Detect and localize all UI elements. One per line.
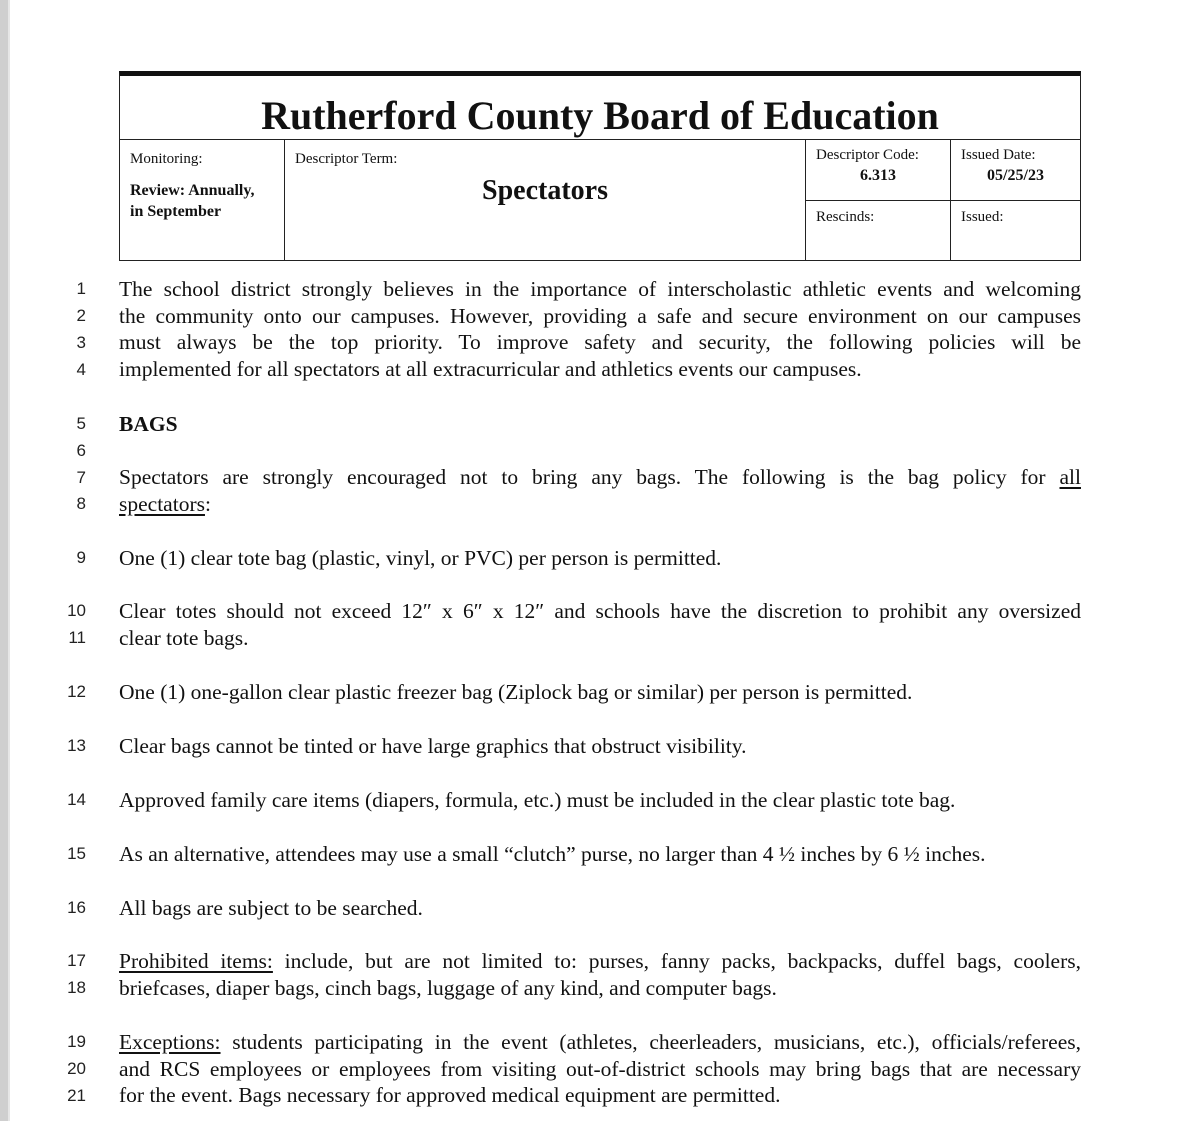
descriptor-code-cell — [806, 139, 951, 201]
policy-line-1 — [119, 464, 1081, 491]
line-number: 5 — [76, 414, 86, 433]
prohibited-line-1 — [119, 948, 1081, 975]
descriptor-term-value: Spectators — [482, 175, 608, 206]
intro-line: must always be the top priority. To improve safety and security, the following policies will be — [119, 330, 1081, 355]
line-number: 7 — [76, 468, 86, 487]
monitoring-label: Monitoring: — [130, 151, 203, 167]
policy-emphasis-all: all — [1059, 465, 1081, 489]
item-clear-tote: One (1) clear tote bag (plastic, vinyl, or PVC) per person is permitted. — [119, 546, 722, 570]
item-tote-size-line-2: clear tote bags. — [119, 625, 249, 650]
rescinds-cell — [806, 201, 951, 261]
policy-line-2 — [119, 491, 1081, 518]
issued-date-cell — [951, 139, 1080, 201]
exceptions-line-1 — [119, 1029, 1081, 1056]
line-number: 19 — [67, 1032, 86, 1051]
issued-cell — [951, 201, 1080, 261]
item-clutch: As an alternative, attendees may use a small “clutch” purse, no larger than 4 ½ inches by 6 ½ inches. — [119, 842, 986, 866]
exceptions-line-3: for the event. Bags necessary for approved medical equipment are permitted. — [119, 1083, 781, 1108]
prohibited-items — [119, 948, 1081, 1001]
line-number: 3 — [76, 333, 86, 352]
review-schedule — [130, 180, 274, 222]
policy-text: Spectators are strongly encouraged not to bring any bags. The following is the bag policy for — [119, 465, 1046, 489]
line-number: 9 — [76, 548, 86, 567]
page-edge-shadow — [0, 0, 8, 1121]
item-family-care: Approved family care items (diapers, formula, etc.) must be included in the clear plastic tote bag. — [119, 788, 956, 812]
bag-policy-statement — [119, 464, 1081, 517]
line-number: 13 — [67, 736, 86, 755]
bags-heading: BAGS — [119, 412, 178, 436]
prohibited-line-2: briefcases, diaper bags, cinch bags, luggage of any kind, and computer bags. — [119, 975, 777, 1000]
descriptor-code-label: Descriptor Code: — [816, 147, 919, 163]
intro-paragraph — [119, 276, 1081, 383]
intro-line: implemented for all spectators at all extracurricular and athletics events our campuses. — [119, 357, 862, 382]
review-line-1: Review: Annually, — [130, 182, 255, 199]
descriptor-term-label: Descriptor Term: — [295, 151, 398, 167]
org-title: Rutherford County Board of Education — [120, 76, 1080, 140]
item-search: All bags are subject to be searched. — [119, 896, 423, 920]
line-number: 14 — [67, 790, 86, 809]
line-number: 6 — [76, 441, 86, 460]
prohibited-text: include, but are not limited to: purses, fanny packs, backpacks, duffel bags, coolers, — [272, 949, 1081, 973]
intro-line: The school district strongly believes in the importance of interscholastic athletic events and welcoming — [119, 277, 1081, 301]
policy-header-table — [119, 71, 1081, 261]
line-number: 11 — [68, 628, 86, 647]
line-number: 15 — [67, 844, 86, 863]
line-number: 17 — [67, 951, 86, 970]
monitoring-cell — [120, 139, 285, 261]
page-edge-highlight — [8, 0, 10, 1121]
line-number: 8 — [76, 494, 86, 513]
item-tote-size — [119, 598, 1081, 651]
policy-colon: : — [204, 491, 211, 516]
line-number: 2 — [76, 306, 86, 325]
exceptions-line-2: and RCS employees or employees from visiting out-of-district schools may bring bags that are necessary — [119, 1056, 1081, 1081]
exceptions-text: students participating in the event (athletes, cheerleaders, musicians, etc.), officials/referees, — [220, 1030, 1081, 1054]
issued-label: Issued: — [961, 209, 1004, 225]
line-number: 18 — [67, 978, 86, 997]
line-number: 20 — [67, 1059, 86, 1078]
review-line-2: in September — [130, 203, 222, 220]
descriptor-term-cell — [285, 139, 806, 261]
line-number: 4 — [76, 360, 86, 379]
issued-date-label: Issued Date: — [961, 147, 1036, 163]
item-tote-size-line-1: Clear totes should not exceed 12″ x 6″ x 12″ and schools have the discretion to prohibit any oversized — [119, 599, 1081, 623]
issued-date-value: 05/25/23 — [987, 167, 1044, 184]
item-tint: Clear bags cannot be tinted or have large graphics that obstruct visibility. — [119, 734, 747, 758]
rescinds-label: Rescinds: — [816, 209, 875, 225]
descriptor-code-value: 6.313 — [860, 167, 896, 184]
item-freezer-bag: One (1) one-gallon clear plastic freezer bag (Ziplock bag or similar) per person is permitted. — [119, 680, 913, 704]
line-number: 12 — [67, 682, 86, 701]
line-number: 10 — [67, 601, 86, 620]
policy-emphasis-spectators: spectators — [119, 491, 205, 516]
prohibited-label: Prohibited items: — [119, 949, 273, 973]
line-number: 16 — [67, 898, 86, 917]
exceptions — [119, 1029, 1081, 1109]
line-number: 21 — [67, 1086, 86, 1105]
line-number: 1 — [76, 279, 86, 298]
intro-line: the community onto our campuses. However, providing a safe and secure environment on our campuses — [119, 303, 1081, 328]
exceptions-label: Exceptions: — [119, 1030, 221, 1054]
